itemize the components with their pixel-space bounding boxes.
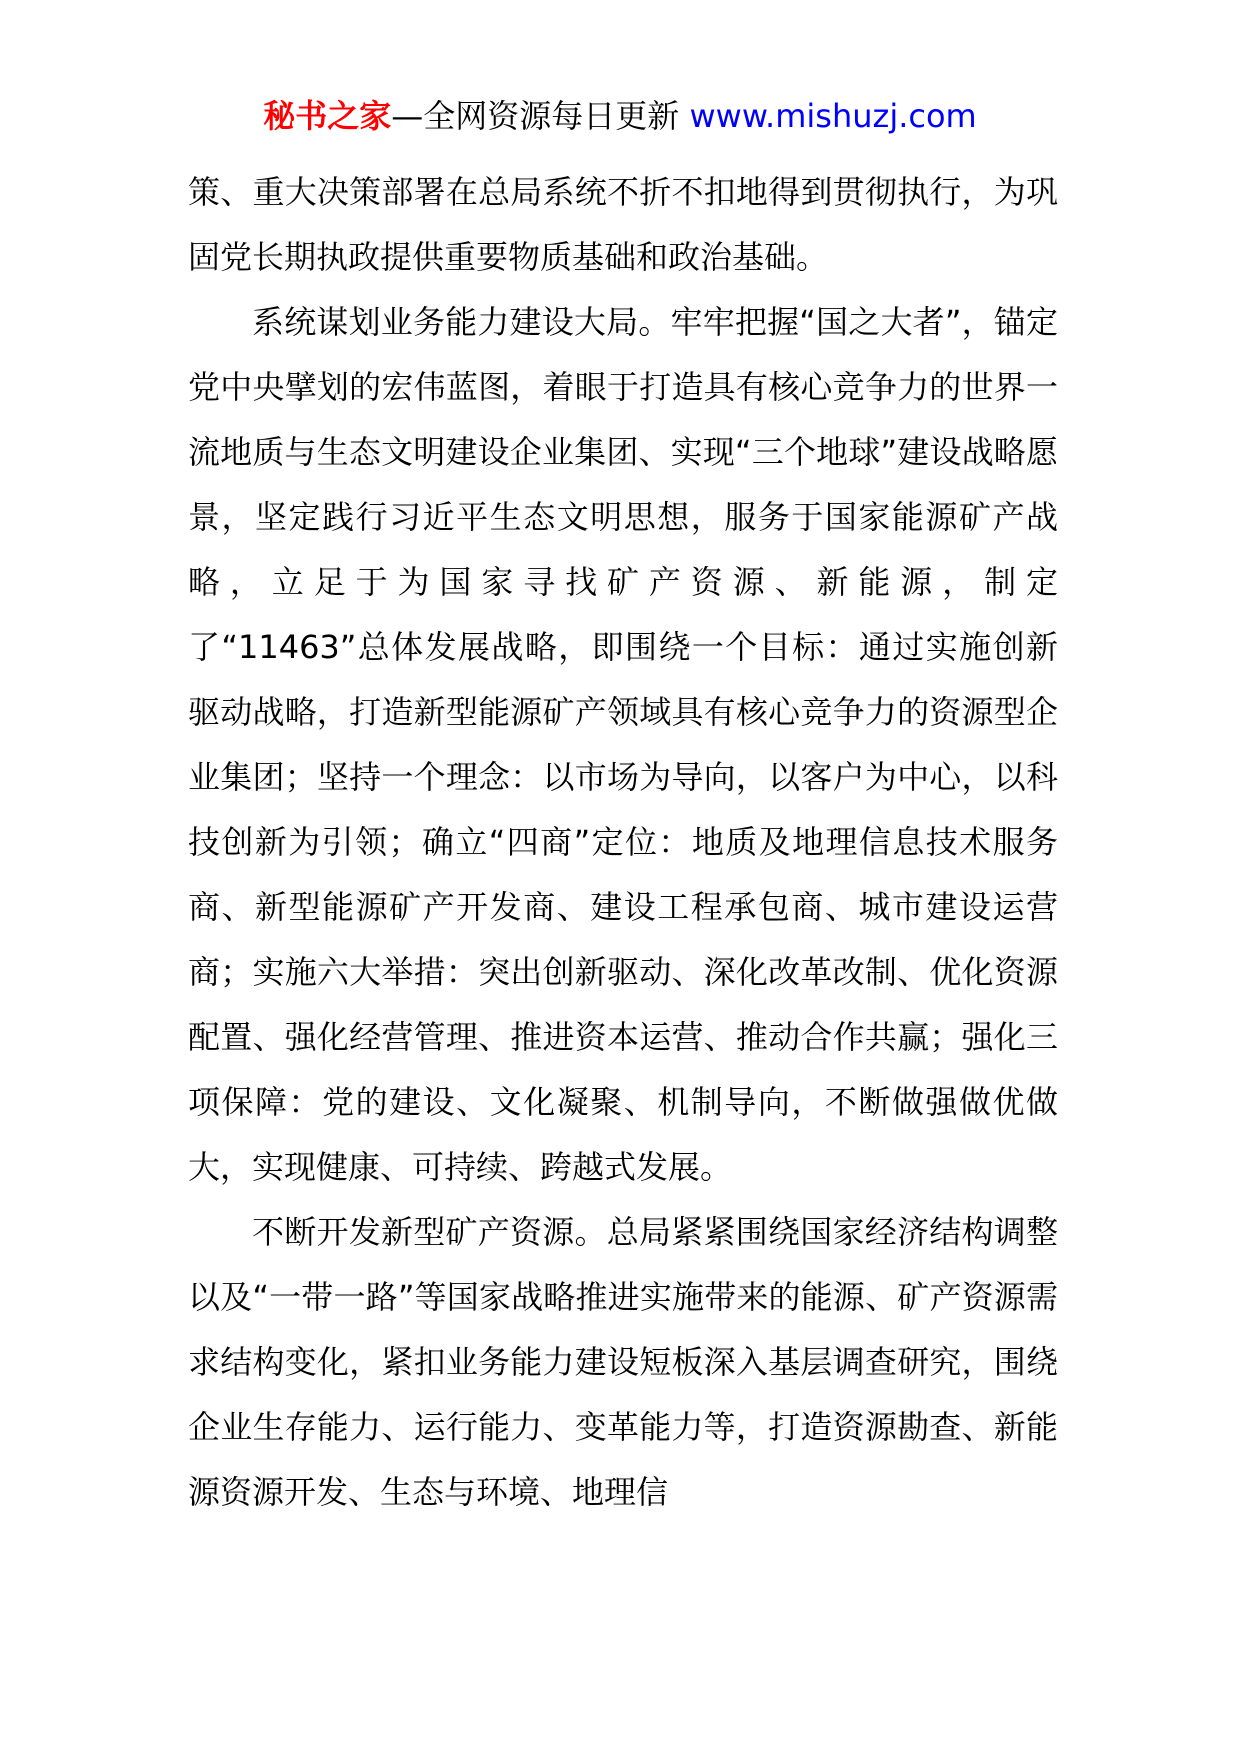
paragraph-business-capability: 系统谋划业务能力建设大局。牢牢把握“国之大者”，锚定党中央擘划的宏伟蓝图，着眼于打造具有核心竞争力的世界一流地质与生态文明建设企业集团、实现“三个地球”建设战略愿景，坚定践行习近平生态文明思想，服务于国家能源矿产战略，立足于为国家寻找矿产资源、新能源，制定了“11463”总体发展战略，即围绕一个目标：通过实施创新驱动战略，打造新型能源矿产领域具有核心竞争力的资源型企业集团；坚持一个理念：以市场为导向，以客户为中心，以科技创新为引领；确立“四商”定位：地质及地理信息技术服务商、新型能源矿产开发商、建设工程承包商、城市建设运营商；实施六大举措：突出创新驱动、深化改革改制、优化资源配置、强化经营管理、推进资本运营、推动合作共赢；强化三项保障：党的建设、文化凝聚、机制导向，不断做强做优做大，实现健康、可持续、跨越式发展。: [188, 303, 1058, 1186]
paragraph-continuation: 策、重大决策部署在总局系统不折不扣地得到贯彻执行，为巩固党长期执政提供重要物质基础和政治基础。: [188, 173, 1058, 276]
paragraph-new-minerals: 不断开发新型矿产资源。总局紧紧围绕国家经济结构调整以及“一带一路”等国家战略推进实施带来的能源、矿产资源需求结构变化，紧扣业务能力建设短板深入基层调查研究，围绕企业生存能力、运行能力、变革能力等，打造资源勘查、新能源资源开发、生态与环境、地理信: [188, 1213, 1058, 1511]
site-url-link[interactable]: www.mishuzj.com: [689, 97, 977, 135]
site-brand: 秘书之家: [263, 97, 392, 135]
document-body: [188, 160, 1058, 1525]
site-header: [0, 96, 1240, 136]
site-slogan: —全网资源每日更新: [391, 97, 690, 135]
